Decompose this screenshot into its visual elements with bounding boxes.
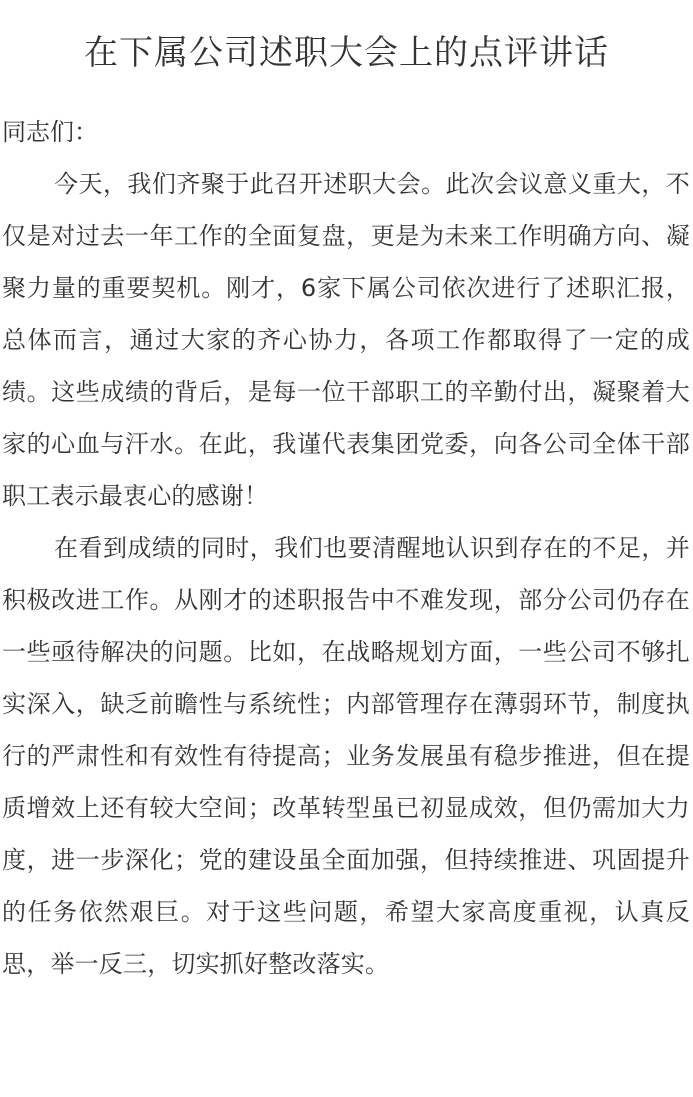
paragraph-1: 今天，我们齐聚于此召开述职大会。此次会议意义重大，不仅是对过去一年工作的全面复盘，更是为未来工作明确方向、凝聚力量的重要契机。刚才，6家下属公司依次进行了述职汇报，总体而言，通过大家的齐心协力，各项工作都取得了一定的成绩。这些成绩的背后，是每一位干部职工的辛勤付出，凝聚着大家的心血与汗水。在此，我谨代表集团党委，向各公司全体干部职工表示最衷心的感谢！ (2, 170, 690, 510)
paragraph-2: 在看到成绩的同时，我们也要清醒地认识到存在的不足，并积极改进工作。从刚才的述职报告中不难发现，部分公司仍存在一些亟待解决的问题。比如，在战略规划方面，一些公司不够扎实深入，缺乏前瞻性与系统性；内部管理存在薄弱环节，制度执行的严肃性和有效性有待提高；业务发展虽有稳步推进，但在提质增效上还有较大空间；改革转型虽已初显成效，但仍需加大力度，进一步深化；党的建设虽全面加强，但持续推进、巩固提升的任务依然艰巨。对于这些问题，希望大家高度重视，认真反思，举一反三，切实抓好整改落实。 (2, 534, 690, 978)
document-title: 在下属公司述职大会上的点评讲话 (84, 33, 609, 73)
document-body (2, 158, 690, 990)
salutation: 同志们： (2, 118, 98, 146)
